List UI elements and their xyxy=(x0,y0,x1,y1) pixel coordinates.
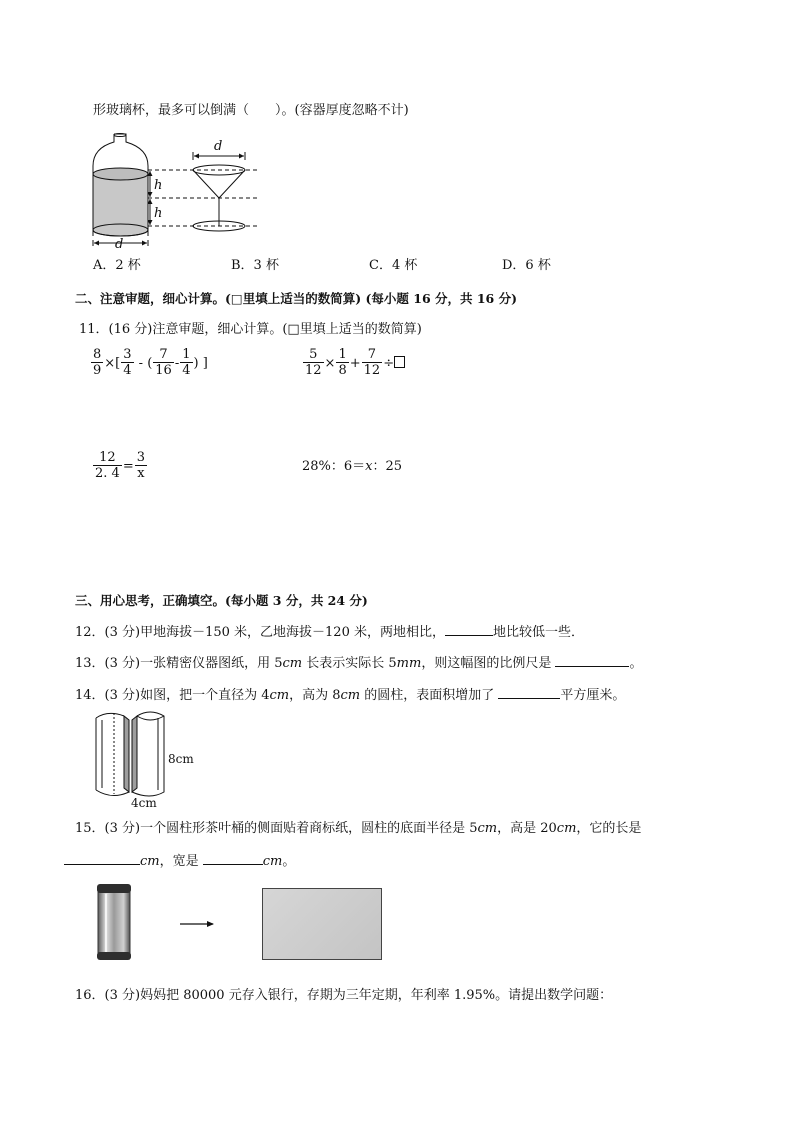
question-10-stem: 形玻璃杯，最多可以倒满（ ）。(容器厚度忽略不计) xyxy=(93,103,409,118)
h-label-lower: h xyxy=(154,206,163,221)
option-a[interactable]: A．2 杯 xyxy=(93,258,141,273)
label-paper-rectangle xyxy=(262,888,382,960)
answer-blank[interactable] xyxy=(555,654,629,667)
answer-box[interactable] xyxy=(394,356,405,368)
arrow-icon xyxy=(180,919,216,929)
expression-2: $\frac{5}{12}$ × $\frac{1}{8}$ + $\frac{7}{12}$ ÷ xyxy=(302,347,405,378)
answer-blank[interactable] xyxy=(498,686,560,699)
section-2-heading: 二、注意审题，细心计算。(□里填上适当的数简算) (每小题 16 分，共 16 分) xyxy=(75,291,518,306)
width-blank[interactable] xyxy=(203,852,263,865)
split-cylinder-figure xyxy=(94,708,174,803)
height-label: 8cm xyxy=(168,752,194,766)
expression-3: $\frac{12}{2. 4}$ = $\frac{3}{x}$ xyxy=(95,450,145,481)
length-blank[interactable] xyxy=(64,852,140,865)
question-14: 14．(3 分)如图，把一个直径为 4cm，高为 8cm 的圆柱，表面积增加了 平方厘米。 xyxy=(75,688,626,703)
tea-can-figure xyxy=(96,882,136,962)
glass-d-label: d xyxy=(214,139,223,154)
expression-1: $\frac{8}{9}$ ×[ $\frac{3}{4}$ - ( $\frac{7}{16}$ - $\frac{1}{4}$ ) ] xyxy=(93,347,208,378)
option-d[interactable]: D．6 杯 xyxy=(502,258,551,273)
question-13: 13．(3 分)一张精密仪器图纸，用 5cm 长表示实际长 5mm，则这幅图的比例尺是 。 xyxy=(75,656,643,671)
question-11-stem: 11．(16 分)注意审题，细心计算。(□里填上适当的数简算) xyxy=(79,322,422,337)
option-b[interactable]: B．3 杯 xyxy=(231,258,279,273)
question-16: 16．(3 分)妈妈把 80000 元存入银行，存期为三年定期，年利率 1.95%。请提出数学问题： xyxy=(75,988,613,1003)
conical-glass-figure xyxy=(188,150,258,240)
question-15: 15．(3 分)一个圆柱形茶叶桶的侧面贴着商标纸，圆柱的底面半径是 5cm，高是 20cm，它的长是 xyxy=(75,821,642,836)
diameter-label: 4cm xyxy=(131,796,157,810)
h-label-upper: h xyxy=(154,178,163,193)
expression-4: 28%：6＝x：25 xyxy=(302,459,403,474)
option-c[interactable]: C．4 杯 xyxy=(369,258,418,273)
bottle-d-label: d xyxy=(115,237,124,252)
section-3-heading: 三、用心思考，正确填空。(每小题 3 分，共 24 分) xyxy=(75,593,368,608)
question-15-line-2: cm，宽是 cm。 xyxy=(64,852,295,870)
answer-blank[interactable] xyxy=(445,623,493,636)
question-12: 12．(3 分)甲地海拔－150 米，乙地海拔－120 米，两地相比， 地比较低一些． xyxy=(75,625,584,640)
